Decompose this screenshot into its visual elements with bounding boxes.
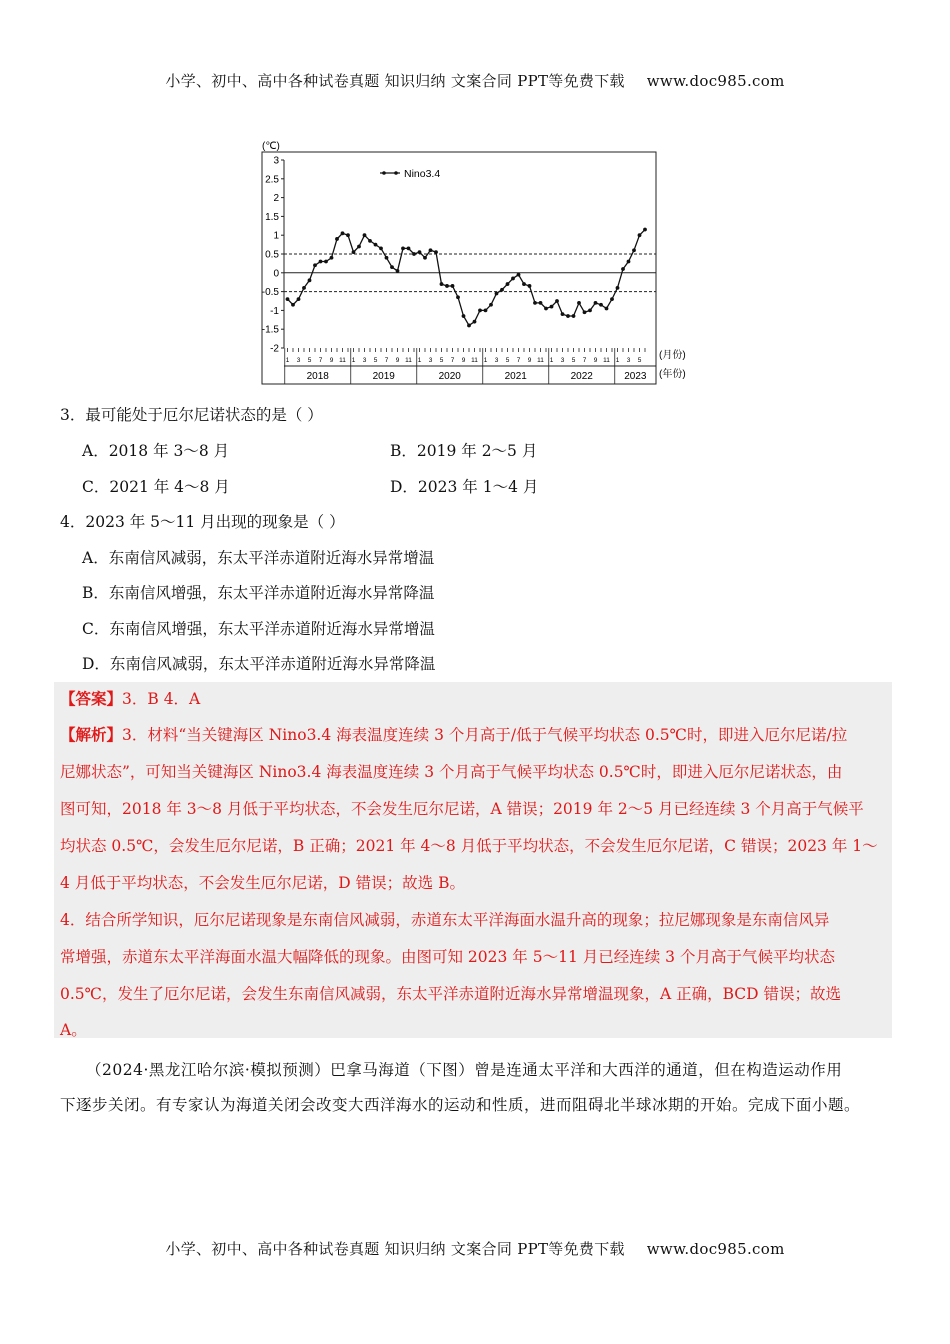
data-point [484, 309, 488, 313]
footer-site: www.doc985.com [646, 1240, 785, 1258]
legend [380, 168, 440, 180]
x-unit-year: (年份) [659, 369, 686, 380]
q4-option-d: D．东南信风减弱，东太平洋赤道附近海水异常降温 [82, 655, 436, 673]
month-tick-label: 1 [417, 357, 422, 364]
q4-option-c: C．东南信风增强，东太平洋赤道附近海水异常增温 [82, 620, 435, 638]
chart-frame [262, 152, 656, 384]
data-point [478, 309, 482, 313]
data-point [324, 260, 328, 264]
data-point [434, 250, 438, 254]
data-point [346, 233, 350, 237]
month-tick-label: 1 [549, 357, 554, 364]
data-point [396, 269, 400, 273]
data-point [632, 248, 636, 252]
month-tick-label: 5 [307, 357, 312, 364]
data-point [522, 282, 526, 286]
data-point [643, 228, 647, 232]
data-point [528, 284, 532, 288]
data-point [385, 256, 389, 260]
data-point [374, 243, 378, 247]
data-point [462, 314, 466, 318]
y-tick-label: -1.5 [261, 324, 279, 336]
analysis-line-1 [60, 723, 847, 745]
data-point [302, 286, 306, 290]
page-footer [0, 1238, 950, 1259]
data-point [330, 256, 334, 260]
data-point [550, 305, 554, 309]
data-point [638, 233, 642, 237]
data-point [533, 301, 537, 305]
data-point [423, 256, 427, 260]
answer-label: 【答案】 [60, 689, 123, 708]
month-tick-label: 5 [571, 357, 576, 364]
month-tick-label: 11 [471, 357, 478, 364]
q3-option-b: B．2019 年 2～5 月 [390, 442, 538, 460]
data-point [319, 260, 323, 264]
answer-line [60, 687, 200, 709]
data-point [572, 314, 576, 318]
data-point [379, 246, 383, 250]
q3-option-d: D．2023 年 1～4 月 [390, 478, 539, 496]
analysis-line-9: A。 [60, 1021, 87, 1039]
month-tick-label: 5 [505, 357, 510, 364]
data-point [357, 245, 361, 249]
data-point [451, 284, 455, 288]
q4-stem: 4．2023 年 5～11 月出现的现象是（ ） [60, 513, 345, 531]
data-point [445, 284, 449, 288]
data-point [401, 246, 405, 250]
data-point [500, 288, 504, 292]
data-point [555, 299, 559, 303]
intro-line-1: （2024·黑龙江哈尔滨·模拟预测）巴拿马海道（下图）曾是连通太平洋和大西洋的通道，但在构造运动作用 [86, 1061, 843, 1079]
data-point [561, 312, 565, 316]
month-tick-label: 7 [516, 357, 521, 364]
y-tick-label: -0.5 [261, 287, 279, 299]
intro-line-2: 下逐步关闭。有专家认为海道关闭会改变大西洋海水的运动和性质，进而阻碍北半球冰期的开始。完成下面小题。 [60, 1096, 861, 1114]
y-tick-label: -2 [270, 343, 279, 355]
month-tick-label: 3 [362, 357, 367, 364]
month-tick-label: 7 [384, 357, 389, 364]
month-tick-label: 11 [537, 357, 544, 364]
analysis-text-1: 3．材料“当关键海区 Nino3.4 海表温度连续 3 个月高于/低于气候平均状态 0.5℃时，即进入厄尔尼诺/拉 [122, 726, 848, 744]
chart-unit-label: (℃) [262, 141, 280, 152]
month-tick-label: 9 [461, 357, 466, 364]
data-point [627, 260, 631, 264]
data-point [616, 286, 620, 290]
y-tick-label: -1 [270, 305, 279, 317]
month-tick-label: 5 [439, 357, 444, 364]
data-point [363, 233, 367, 237]
q3-stem: 3．最可能处于厄尔尼诺状态的是（ ） [60, 406, 323, 424]
data-point [511, 277, 515, 281]
data-point [539, 301, 543, 305]
month-tick-label: 9 [527, 357, 532, 364]
month-tick-label: 1 [615, 357, 620, 364]
q3-option-c: C．2021 年 4～8 月 [82, 478, 230, 496]
data-point [286, 297, 290, 301]
data-point [473, 320, 477, 324]
header-text: 小学、初中、高中各种试卷真题 知识归纳 文案合同 PPT等免费下载 [165, 72, 625, 90]
data-point [495, 292, 499, 296]
year-label: 2021 [504, 371, 527, 382]
month-tick-label: 7 [318, 357, 323, 364]
month-tick-label: 3 [626, 357, 631, 364]
y-tick-label: 2 [273, 193, 279, 205]
data-point [313, 263, 317, 267]
analysis-line-2: 尼娜状态”，可知当关键海区 Nino3.4 海表温度连续 3 个月高于气候平均状态 0.5℃时，即进入厄尔尼诺状态，由 [60, 763, 843, 781]
month-tick-label: 7 [582, 357, 587, 364]
legend-label: Nino3.4 [404, 168, 441, 180]
analysis-line-6: 4．结合所学知识，厄尔尼诺现象是东南信风减弱，赤道东太平洋海面水温升高的现象；拉尼娜现象是东南信风异 [60, 911, 830, 929]
header-site: www.doc985.com [646, 72, 785, 90]
data-point [621, 267, 625, 271]
month-tick-label: 3 [428, 357, 433, 364]
month-tick-label: 3 [296, 357, 301, 364]
data-point [566, 314, 570, 318]
y-tick-label: 0 [273, 268, 279, 280]
month-tick-label: 5 [637, 357, 642, 364]
month-tick-label: 3 [494, 357, 499, 364]
month-tick-label: 11 [339, 357, 346, 364]
footer-text: 小学、初中、高中各种试卷真题 知识归纳 文案合同 PPT等免费下载 [165, 1240, 625, 1258]
month-tick-label: 1 [351, 357, 356, 364]
data-point [390, 265, 394, 269]
y-tick-label: 2.5 [265, 174, 279, 186]
analysis-label: 【解析】 [60, 725, 123, 744]
year-label: 2020 [438, 371, 461, 382]
month-tick-label: 11 [405, 357, 412, 364]
data-point [412, 252, 416, 256]
year-label: 2023 [624, 371, 647, 382]
data-point [335, 237, 339, 241]
month-tick-label: 1 [285, 357, 290, 364]
data-point [308, 278, 312, 282]
analysis-line-3: 图可知，2018 年 3～8 月低于平均状态，不会发生厄尔尼诺，A 错误；2019 年 2～5 月已经连续 3 个月高于气候平 [60, 800, 864, 818]
year-label: 2022 [570, 371, 593, 382]
data-point [594, 301, 598, 305]
analysis-line-7: 常增强，赤道东太平洋海面水温大幅降低的现象。由图可知 2023 年 5～11 月已经连续 3 个月高于气候平均状态 [60, 948, 835, 966]
data-point [456, 295, 460, 299]
year-label: 2018 [306, 371, 329, 382]
q4-option-a: A．东南信风减弱，东太平洋赤道附近海水异常增温 [82, 549, 435, 567]
month-tick-label: 9 [395, 357, 400, 364]
data-point [506, 282, 510, 286]
year-label: 2019 [372, 371, 395, 382]
month-tick-label: 7 [450, 357, 455, 364]
data-point [418, 250, 422, 254]
y-tick-label: 3 [273, 155, 279, 167]
month-tick-label: 1 [483, 357, 488, 364]
data-point [544, 307, 548, 311]
data-point [577, 301, 581, 305]
data-point [467, 324, 471, 328]
data-point [291, 303, 295, 307]
analysis-line-5: 4 月低于平均状态，不会发生厄尔尼诺，D 错误；故选 B。 [60, 874, 465, 892]
analysis-line-4: 均状态 0.5℃，会发生厄尔尼诺，B 正确；2021 年 4～8 月低于平均状态，不会发生厄尔尼诺，C 错误；2023 年 1～ [60, 837, 878, 855]
data-point [297, 297, 301, 301]
analysis-line-8: 0.5℃，发生了厄尔尼诺，会发生东南信风减弱，东太平洋赤道附近海水异常增温现象，A 正确，BCD 错误；故选 [60, 985, 842, 1003]
data-point [588, 309, 592, 313]
q4-option-b: B．东南信风增强，东太平洋赤道附近海水异常降温 [82, 584, 435, 602]
data-point [599, 303, 603, 307]
page-header [0, 70, 950, 91]
data-point [341, 231, 345, 235]
y-tick-label: 0.5 [265, 249, 279, 261]
data-point [429, 248, 433, 252]
month-tick-label: 5 [373, 357, 378, 364]
data-point [407, 246, 411, 250]
nino34-chart [250, 136, 700, 388]
data-point [489, 303, 493, 307]
data-point [368, 239, 372, 243]
x-unit-month: (月份) [659, 350, 686, 361]
data-point [583, 310, 587, 314]
month-tick-label: 3 [560, 357, 565, 364]
data-point [352, 250, 356, 254]
y-tick-label: 1 [273, 230, 279, 242]
data-point [517, 273, 521, 277]
q3-option-a: A．2018 年 3～8 月 [82, 442, 230, 460]
y-tick-label: 1.5 [265, 211, 279, 223]
month-tick-label: 9 [593, 357, 598, 364]
month-tick-label: 9 [329, 357, 334, 364]
data-point [610, 297, 614, 301]
answer-text: 3．B 4．A [122, 690, 201, 708]
data-point [440, 282, 444, 286]
data-point [605, 307, 609, 311]
month-tick-label: 11 [603, 357, 610, 364]
